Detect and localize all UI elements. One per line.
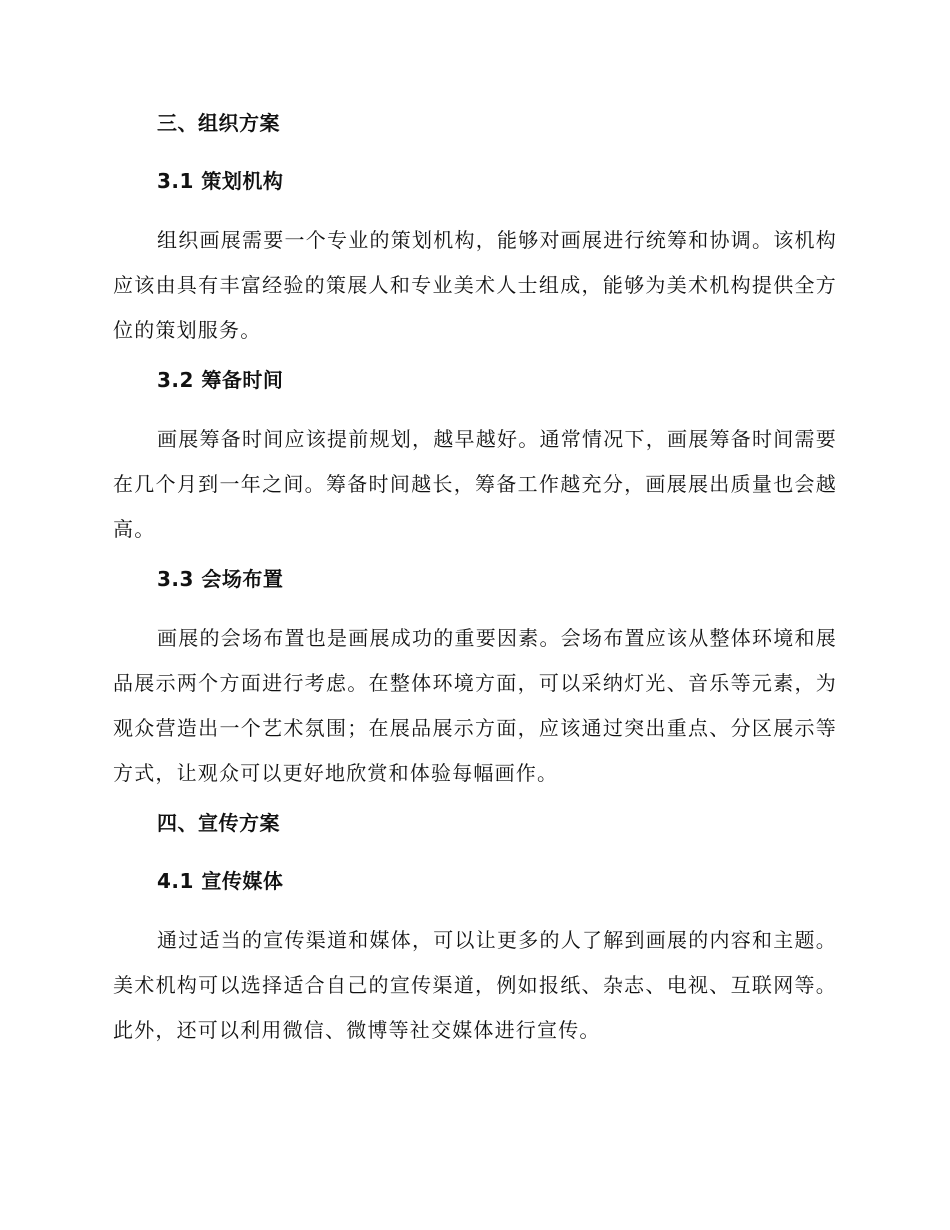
section-heading-organization: 三、组织方案 <box>157 111 280 135</box>
subsection-heading-promotion-media: 4.1 宣传媒体 <box>157 869 284 893</box>
paragraph-preparation-time: 画展筹备时间应该提前规划，越早越好。通常情况下，画展筹备时间需要在几个月到一年之间。筹备时间越长，筹备工作越充分，画展展出质量也会越高。 <box>113 427 837 541</box>
subsection-heading-venue-layout: 3.3 会场布置 <box>157 567 284 591</box>
subsection-heading-preparation-time: 3.2 筹备时间 <box>157 368 284 392</box>
subsection-heading-planning-agency: 3.1 策划机构 <box>157 169 284 193</box>
paragraph-venue-layout: 画展的会场布置也是画展成功的重要因素。会场布置应该从整体环境和展品展示两个方面进行考虑。在整体环境方面，可以采纳灯光、音乐等元素，为观众营造出一个艺术氛围；在展品展示方面，应该通过突出重点、分区展示等方式，让观众可以更好地欣赏和体验每幅画作。 <box>113 626 837 785</box>
paragraph-planning-agency: 组织画展需要一个专业的策划机构，能够对画展进行统筹和协调。该机构应该由具有丰富经验的策展人和专业美术人士组成，能够为美术机构提供全方位的策划服务。 <box>113 228 837 342</box>
section-heading-promotion: 四、宣传方案 <box>157 811 280 835</box>
paragraph-promotion-media: 通过适当的宣传渠道和媒体，可以让更多的人了解到画展的内容和主题。美术机构可以选择适合自己的宣传渠道，例如报纸、杂志、电视、互联网等。此外，还可以利用微信、微博等社交媒体进行宣传。 <box>113 928 837 1042</box>
document-body <box>113 108 837 1053</box>
